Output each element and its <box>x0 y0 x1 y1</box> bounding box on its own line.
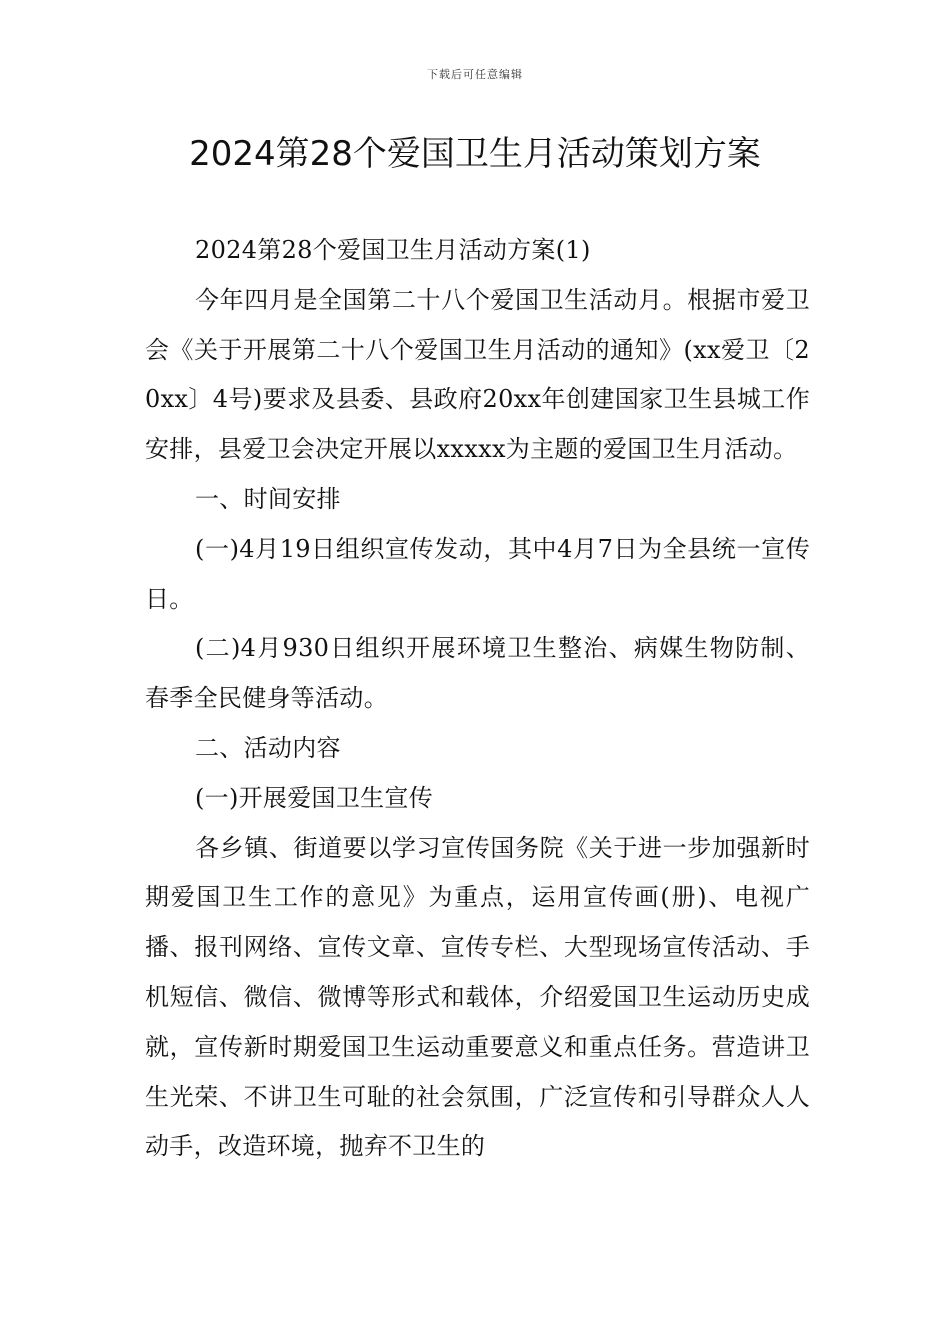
document-title: 2024第28个爱国卫生月活动策划方案 <box>189 134 761 174</box>
header-note: 下载后可任意编辑 <box>427 68 523 81</box>
subsection-heading-publicity: (一)开展爱国卫生宣传 <box>195 783 434 812</box>
section-heading-schedule: 一、时间安排 <box>195 484 341 513</box>
schedule-item-1: (一)4月19日组织宣传发动，其中4月7日为全县统一宣传日。 <box>145 534 810 613</box>
document-body <box>145 226 810 1172</box>
paragraph-publicity: 各乡镇、街道要以学习宣传国务院《关于进一步加强新时期爱国卫生工作的意见》为重点，运用宣传画(册)、电视广播、报刊网络、宣传文章、宣传专栏、大型现场宣传活动、手机短信、微信、微博等形式和载体，介绍爱国卫生运动历史成就，宣传新时期爱国卫生运动重要意义和重点任务。营造讲卫生光荣、不讲卫生可耻的社会氛围，广泛宣传和引导群众人人动手，改造环境，抛弃不卫生的 <box>145 833 810 1161</box>
section-heading-content: 二、活动内容 <box>195 733 341 762</box>
paragraph-intro: 今年四月是全国第二十八个爱国卫生活动月。根据市爱卫会《关于开展第二十八个爱国卫生月活动的通知》(xx爱卫〔20xx〕4号)要求及县委、县政府20xx年创建国家卫生县城工作安排，县爱卫会决定开展以xxxxx为主题的爱国卫生月活动。 <box>145 285 810 464</box>
paragraph-subtitle: 2024第28个爱国卫生月活动方案(1) <box>195 236 591 264</box>
schedule-item-2: (二)4月930日组织开展环境卫生整治、病媒生物防制、春季全民健身等活动。 <box>145 634 810 713</box>
